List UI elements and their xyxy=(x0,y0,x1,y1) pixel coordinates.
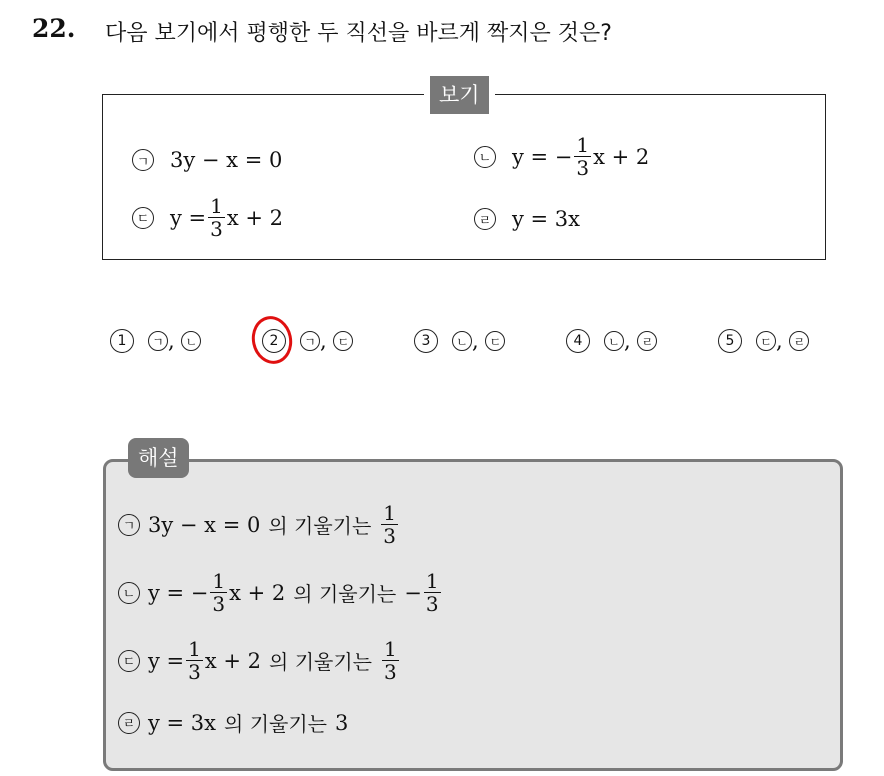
answer-mark-circle xyxy=(247,312,296,367)
circled-rieul-mark: ㄹ xyxy=(474,208,496,230)
choice-number: 2 xyxy=(262,329,286,353)
choice-number: 1 xyxy=(110,329,134,353)
bogi-expr-3-rhs: x + 2 xyxy=(226,205,284,230)
choice-4[interactable]: 4 ㄴ , ㄹ xyxy=(566,329,657,353)
bogi-expr-1: 3y − x = 0 xyxy=(170,148,283,172)
bogi-expr-4: y = 3x xyxy=(512,207,581,231)
circled-giyeok-mark: ㄱ xyxy=(132,149,154,171)
bogi-expr-2-rhs: x + 2 xyxy=(593,144,650,169)
bogi-item-3 xyxy=(132,195,283,240)
solution-line-1: ㄱ 3y − x = 0 의 기울기는 $\frac{1}{3}$ xyxy=(118,502,400,547)
choice-number: 3 xyxy=(414,329,438,353)
bogi-expr-3-lhs: y = xyxy=(170,205,207,230)
bogi-title: 보기 xyxy=(430,76,489,114)
circled-digeut-mark: ㄷ xyxy=(132,207,154,229)
choice-number: 5 xyxy=(718,329,742,353)
circled-nieun-mark: ㄴ xyxy=(474,146,496,168)
solution-line-4: ㄹ y = 3x 의 기울기는 3 xyxy=(118,708,348,737)
bogi-expr-2-lhs: y = − xyxy=(512,144,573,169)
bogi-item-2 xyxy=(474,134,649,179)
choice-3[interactable]: 3 ㄴ , ㄷ xyxy=(414,329,505,353)
choice-number: 4 xyxy=(566,329,590,353)
solution-line-2: ㄴ y = − $\frac{1}{3}$ x + 2 의 기울기는 − $\frac{1}{3}$ xyxy=(118,570,443,615)
question-text: 다음 보기에서 평행한 두 직선을 바르게 짝지은 것은? xyxy=(105,21,612,46)
bogi-item-1 xyxy=(132,148,282,172)
fraction: $\frac{1}{3}$ xyxy=(576,133,590,180)
choice-1[interactable]: 1 ㄱ , ㄴ xyxy=(110,329,201,353)
question-number: 22. xyxy=(32,14,76,43)
choice-5[interactable]: 5 ㄷ , ㄹ xyxy=(718,329,809,353)
choice-2[interactable]: 2 ㄱ , ㄷ xyxy=(262,329,353,353)
fraction: $\frac{1}{3}$ xyxy=(210,194,223,241)
solution-title: 해설 xyxy=(128,438,189,478)
solution-line-3: ㄷ y = $\frac{1}{3}$ x + 2 의 기울기는 $\frac{1}{3}$ xyxy=(118,638,401,683)
bogi-item-4 xyxy=(474,207,580,231)
